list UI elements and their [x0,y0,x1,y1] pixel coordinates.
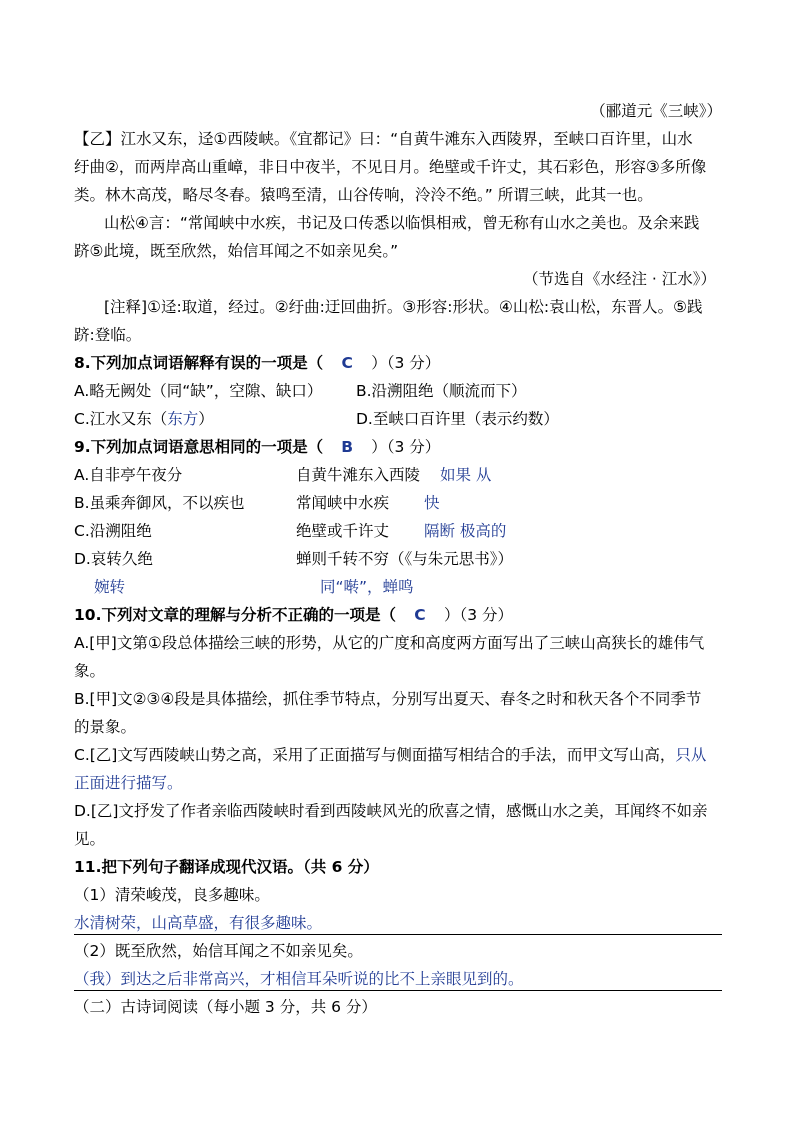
q9-option-c-answer: 隔断 极高的 [424,522,507,540]
q9-option-d-left: D.哀转久绝 [74,550,153,568]
question-8-stem [74,352,440,374]
source-yi: （节选自《水经注 · 江水》） [522,270,716,288]
q8-option-d: D.至峡口百许里（表示约数） [356,410,559,428]
q8-stem-end: ）（3 分） [371,354,441,372]
q9-option-b-answer: 快 [424,494,440,512]
q10-stem-start: 10.下列对文章的理解与分析不正确的一项是（ [74,606,396,624]
question-9-stem [74,436,440,458]
q9-option-a-left: A.自非亭午夜分 [74,466,183,484]
q8-option-b: B.沿溯阻绝（顺流而下） [356,382,527,400]
q9-option-d-right: 蝉则千转不穷（《与朱元思书》） [296,550,514,568]
q8-option-c-close: ） [198,410,214,428]
q9-option-d-answer-2: 同“啭”，蝉鸣 [320,578,414,596]
q8-answer: C [341,354,353,372]
notes-line-2: 跻:登临。 [74,326,142,344]
q10-option-c-line-1 [74,744,706,766]
yi-paragraph-2-line-1: 山松④言：“常闻峡中水疾，书记及口传悉以临惧相戒，曾无称有山水之美也。及余来践 [104,214,700,232]
q11-sentence-1-answer: 水清树荣，山高草盛，有很多趣味。 [74,914,323,932]
q10-option-b-line-2: 的景象。 [74,718,137,736]
yi-paragraph-1-line-3: 类。林木高茂，略尽冬春。猿鸣至清，山谷传响，泠泠不绝。” 所谓三峡，此其一也。 [74,186,653,204]
q10-option-c-answer-start: 只从 [675,746,707,764]
q9-stem-start: 9.下列加点词语意思相同的一项是（ [74,438,324,456]
question-11-stem: 11.把下列句子翻译成现代汉语。（共 6 分） [74,858,379,876]
q8-option-c-text: C.江水又东（ [74,410,168,428]
q9-option-c-left: C.沿溯阻绝 [74,522,152,540]
q10-option-d-line-1: D.[乙]文抒发了作者亲临西陵峡时看到西陵峡风光的欣喜之情，感慨山水之美，耳闻终不如亲 [74,802,708,820]
q9-option-d-answer-1: 婉转 [94,578,126,596]
yi-paragraph-1-line-2: 纡曲②，而两岸高山重嶂，非日中夜半，不见日月。绝壁或千许丈，其石彩色，形容③多所像 [74,158,707,176]
q8-option-c-answer: 东方 [167,410,199,428]
q11-sentence-2-answer: （我）到达之后非常高兴，才相信耳朵听说的比不上亲眼见到的。 [74,970,524,988]
q9-option-b-left: B.虽乘奔御风，不以疾也 [74,494,245,512]
yi-paragraph-2-line-2: 跻⑤此境，既至欣然，始信耳闻之不如亲见矣。” [74,242,399,260]
q11-sentence-1: （1）清荣峻茂，良多趣味。 [74,886,270,904]
q9-option-a-right: 自黄牛滩东入西陵 [296,466,421,484]
q9-answer: B [341,438,354,456]
source-jia: （郦道元《三峡》） [590,102,722,120]
yi-paragraph-1-line-1: 【乙】江水又东，迳①西陵峡。《宜都记》曰：“自黄牛滩东入西陵界，至峡口百许里，山水 [74,130,693,148]
q9-option-a-answer: 如果 从 [440,466,492,484]
notes-line-1: [注释]①迳:取道，经过。②纡曲:迂回曲折。③形容:形状。④山松:袁山松，东晋人。⑤践 [104,298,703,316]
question-10-stem [74,604,513,626]
q10-stem-end: ）（3 分） [443,606,514,624]
q9-option-c-right: 绝壁或千许丈 [296,522,390,540]
q11-sentence-2: （2）既至欣然，始信耳闻之不如亲见矣。 [74,942,363,960]
q10-option-c-text: C.[乙]文写西陵峡山势之高，采用了正面描写与侧面描写相结合的手法，而甲文写山高， [74,746,676,764]
section-2-heading: （二）古诗词阅读（每小题 3 分，共 6 分） [74,998,377,1016]
q8-stem-start: 8.下列加点词语解释有误的一项是（ [74,354,324,372]
q10-option-a-line-2: 象。 [74,662,106,680]
q10-answer: C [414,606,426,624]
q10-option-b-line-1: B.[甲]文②③④段是具体描绘，抓住季节特点，分别写出夏天、春冬之时和秋天各个不同季节 [74,690,702,708]
q8-option-c [74,408,214,430]
q9-option-b-right: 常闻峡中水疾 [296,494,390,512]
q10-option-d-line-2: 见。 [74,830,106,848]
q10-option-a-line-1: A.[甲]文第①段总体描绘三峡的形势，从它的广度和高度两方面写出了三峡山高狭长的雄伟气 [74,634,705,652]
answer-underline-2 [74,990,722,991]
answer-underline-1 [74,934,722,935]
q8-option-a: A.略无阙处（同“缺”，空隙、缺口） [74,382,323,400]
q9-stem-end: ）（3 分） [371,438,441,456]
q10-option-c-answer-end: 正面进行描写。 [74,774,183,792]
